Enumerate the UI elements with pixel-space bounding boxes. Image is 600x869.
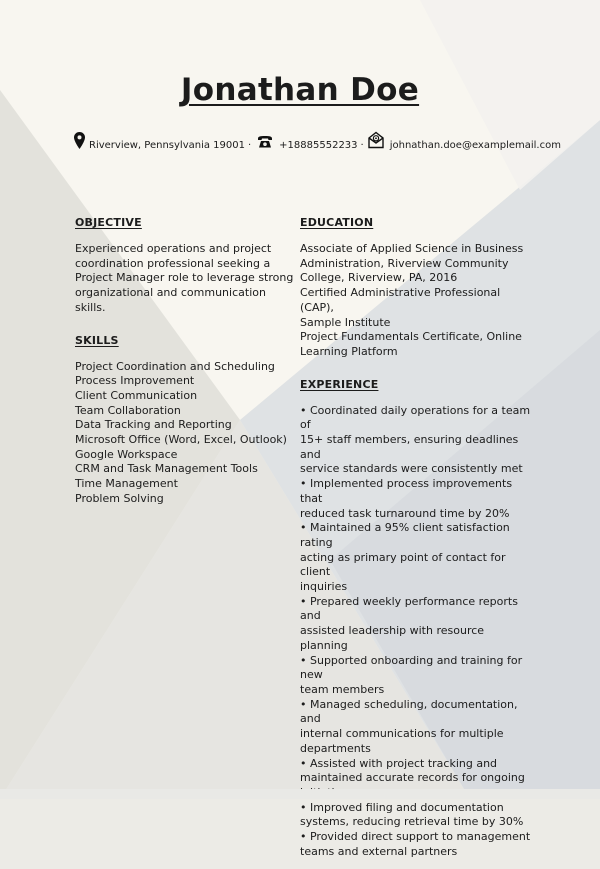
- location-pin-icon: [74, 132, 85, 149]
- email-envelope-icon: [367, 131, 385, 149]
- education-section: [300, 216, 535, 360]
- skill-item: Google Workspace: [75, 447, 178, 461]
- objective-line: Experienced operations and project: [75, 242, 272, 255]
- experience-line: • Implemented process improvements that: [300, 477, 513, 505]
- objective-section: [75, 216, 295, 316]
- objective-line: coordination professional seeking a: [75, 256, 271, 270]
- experience-line: • Managed scheduling, documentation, and: [300, 697, 518, 726]
- objective-text: [75, 242, 295, 316]
- experience-line: • Supported onboarding and training for new: [300, 653, 523, 682]
- experience-line: service standards were consistently met: [300, 462, 523, 476]
- education-line: Certified Administrative Professional (CAP),: [300, 286, 501, 314]
- experience-line: internal communications for multiple: [300, 727, 504, 741]
- phone-text[interactable]: +18885552233: [279, 140, 358, 151]
- experience-line: • Improved filing and documentation: [300, 800, 504, 814]
- skills-heading: SKILLS: [75, 333, 119, 347]
- skills-list: [75, 360, 295, 507]
- experience-line: assisted leadership with resource planning: [300, 624, 485, 652]
- objective-heading: OBJECTIVE: [75, 216, 142, 229]
- experience-line: 15+ staff members, ensuring deadlines and: [300, 433, 519, 461]
- experience-line: • Assisted with project tracking and: [300, 756, 498, 770]
- experience-line: • Provided direct support to management: [300, 830, 531, 844]
- location-text: Riverview, Pennsylvania 19001: [89, 140, 245, 151]
- skill-item: Team Collaboration: [75, 403, 181, 417]
- education-text: [300, 242, 535, 360]
- experience-section: [300, 378, 535, 860]
- experience-line: reduced task turnaround time by 20%: [300, 506, 510, 520]
- experience-line: systems, reducing retrieval time by 30%: [300, 815, 524, 829]
- education-line: Project Fundamentals Certificate, Online: [300, 330, 522, 344]
- education-line: Sample Institute: [300, 315, 391, 329]
- separator: ·: [360, 140, 364, 151]
- experience-line: departments: [300, 741, 371, 755]
- skill-item: Microsoft Office (Word, Excel, Outlook): [75, 433, 287, 447]
- experience-line: inquiries: [300, 580, 348, 594]
- separator: ·: [247, 140, 252, 151]
- experience-line: maintained accurate records for ongoing: [300, 771, 525, 785]
- page-bottom-edge: [0, 789, 600, 799]
- experience-line: teams and external partners: [300, 844, 458, 858]
- objective-line: Project Manager role to leverage strong: [75, 271, 294, 285]
- candidate-name: Jonathan Doe: [180, 72, 420, 108]
- email-text[interactable]: johnathan.doe@examplemail.com: [389, 140, 561, 151]
- experience-line: • Maintained a 95% client satisfaction rating: [300, 521, 510, 549]
- education-line: Learning Platform: [300, 344, 398, 358]
- left-column: [75, 216, 295, 517]
- skill-item: Time Management: [75, 477, 178, 491]
- education-line: Administration, Riverview Community: [300, 256, 509, 270]
- experience-line: • Coordinated daily operations for a team of: [300, 403, 531, 432]
- experience-heading: EXPERIENCE: [300, 377, 379, 391]
- education-heading: EDUCATION: [300, 216, 374, 229]
- skill-item: Problem Solving: [75, 491, 164, 505]
- education-line: College, Riverview, PA, 2016: [300, 271, 458, 285]
- education-line: Associate of Applied Science in Business: [300, 242, 524, 255]
- skill-item: Data Tracking and Reporting: [75, 418, 232, 432]
- skills-section: [75, 334, 295, 507]
- right-column: [300, 216, 535, 869]
- experience-line: • Prepared weekly performance reports and: [300, 594, 518, 623]
- experience-line: acting as primary point of contact for client: [300, 550, 506, 579]
- telephone-icon: [257, 135, 273, 149]
- skill-item: Client Communication: [75, 388, 198, 402]
- skill-item: CRM and Task Management Tools: [75, 462, 258, 476]
- contact-line: [74, 131, 561, 151]
- objective-line: organizational and communication skills.: [75, 286, 266, 314]
- experience-line: team members: [300, 682, 385, 696]
- skill-item: Project Coordination and Scheduling: [75, 359, 275, 373]
- skill-item: Process Improvement: [75, 374, 195, 388]
